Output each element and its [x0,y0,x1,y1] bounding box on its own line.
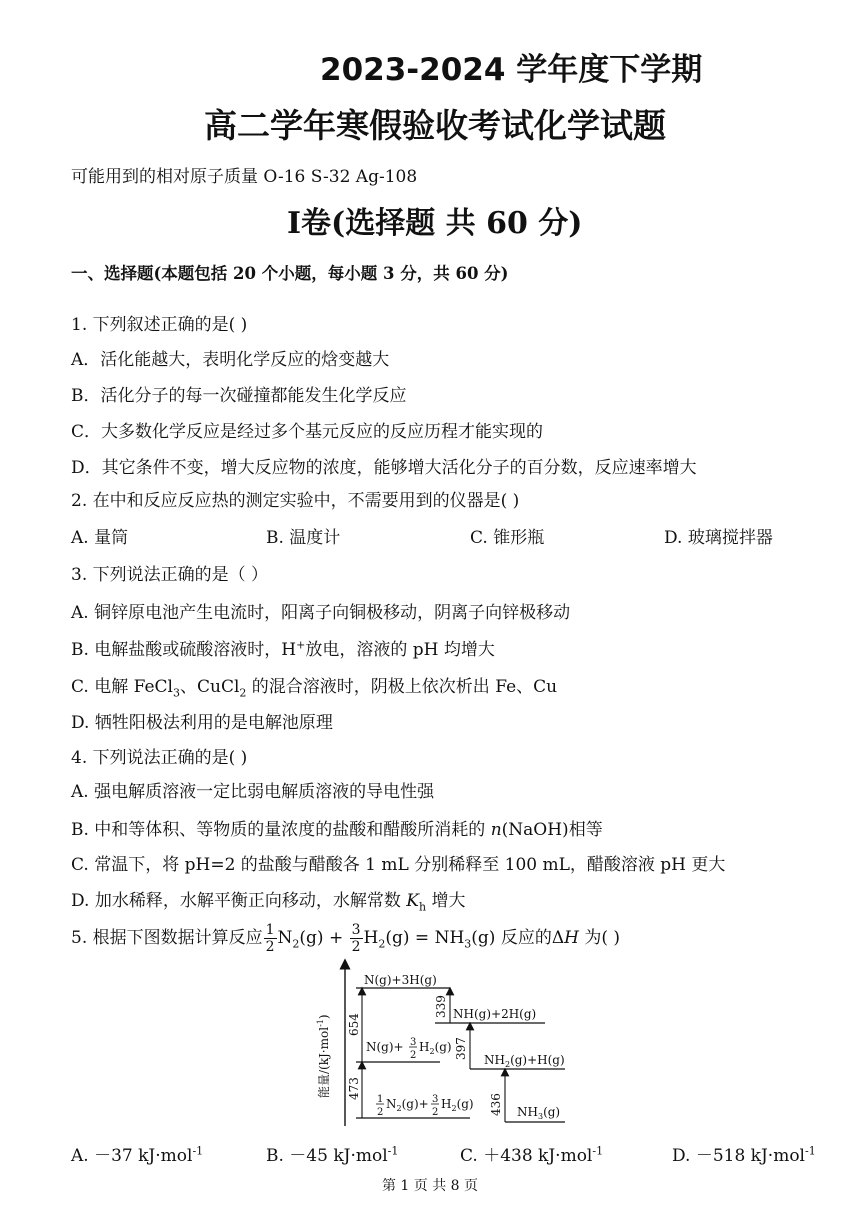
exam-title-subject: 高二学年寒假验收考试化学试题 [204,106,666,145]
energy-level-diagram [300,958,580,1130]
level-n-h2-label: N(g)+ 3 $2H_2(g)$ [366,1037,452,1061]
atomic-mass-note: 可能用到的相对原子质量 O-16 S-32 Ag-108 [71,167,418,187]
level-n-3h-label: N(g)+3H(g) [364,973,437,987]
level-nh2-h-label: $NH_2(g)+H(g)$ [484,1053,565,1069]
fraction-three-halves: $\frac{3}{2}$ [351,922,361,955]
q5-option-d: D. －518 kJ·mol$^{-1}$ [672,1144,816,1166]
q1-option-a: A．活化能越大，表明化学反应的焓变越大 [71,350,390,370]
page-footer: 第 1 页 共 8 页 [381,1178,479,1194]
q2-option-b: B. 温度计 [266,528,341,548]
exam-title-year: 2023-2024 学年度下学期 [320,52,703,88]
q4-option-d: D. 加水稀释，水解平衡正向移动，水解常数 $K_h$ 增大 [71,891,466,914]
level-nh3-label: $NH_3(g)$ [517,1105,561,1121]
q1-option-b: B．活化分子的每一次碰撞都能发生化学反应 [71,386,407,406]
volume-title: I卷(选择题 共 60 分) [287,206,583,241]
value-397: 397 [454,1037,468,1060]
y-axis-label: 能量/(kJ·mol$^{-1}$) [316,1014,331,1098]
q2-option-c: C. 锥形瓶 [470,528,545,548]
q2-option-d: D. 玻璃搅拌器 [664,528,773,548]
q1-option-c: C．大多数化学反应是经过多个基元反应的反应历程才能实现的 [71,422,544,442]
q2-stem: 2. 在中和反应反应热的测定实验中，不需要用到的仪器是( ) [71,491,520,511]
q3-option-a: A. 铜锌原电池产生电流时，阳离子向铜极移动，阴离子向锌极移动 [71,603,571,623]
value-473: 473 [347,1077,361,1100]
section-title: 一、选择题(本题包括 20 个小题，每小题 3 分，共 60 分) [71,264,509,283]
q5-option-b: B. －45 kJ·mol$^{-1}$ [266,1144,399,1166]
q5-option-a: A. －37 kJ·mol$^{-1}$ [71,1144,204,1166]
value-654: 654 [347,1013,361,1036]
q5-option-c: C. ＋438 kJ·mol$^{-1}$ [460,1144,604,1166]
level-nh-2h-label: NH(g)+2H(g) [453,1007,537,1021]
level-reactants-label: 1 $2N_2(g)+ 3$ $2H_2(g)$ [377,1094,474,1118]
q4-option-c: C. 常温下，将 pH=2 的盐酸与醋酸各 1 mL 分别稀释至 100 mL，醋酸溶液 pH 更大 [71,855,726,875]
q4-option-a: A. 强电解质溶液一定比弱电解质溶液的导电性强 [71,782,435,802]
q1-option-d: D．其它条件不变，增大反应物的浓度，能够增大活化分子的百分数，反应速率增大 [71,458,697,478]
q4-stem: 4. 下列说法正确的是( ) [71,748,248,768]
q4-option-b: B. 中和等体积、等物质的量浓度的盐酸和醋酸所消耗的 n(NaOH)相等 [71,820,603,840]
q3-option-b: B. 电解盐酸或硫酸溶液时，H+放电，溶液的 pH 均增大 [71,638,495,660]
q3-option-c: C. 电解 FeCl$_3$、CuCl$_2$ 的混合溶液时，阴极上依次析出 Fe、Cu [71,677,558,700]
q5-stem: 5. 根据下图数据计算反应 $\frac{1}{2}$ $N_2(g)$ + $\frac{3}{2}$ $H_2(g) = NH_3(g)$ 反应的ΔH 为( ) [71,922,621,955]
q3-option-d: D. 牺牲阳极法利用的是电解池原理 [71,713,333,733]
q1-stem: 1. 下列叙述正确的是( ) [71,315,248,335]
q2-option-a: A. 量筒 [71,528,129,548]
fraction-one-half: $\frac{1}{2}$ [265,922,275,955]
q3-stem: 3. 下列说法正确的是（ ） [71,565,269,585]
value-436: 436 [489,1093,503,1116]
value-339: 339 [434,995,448,1018]
